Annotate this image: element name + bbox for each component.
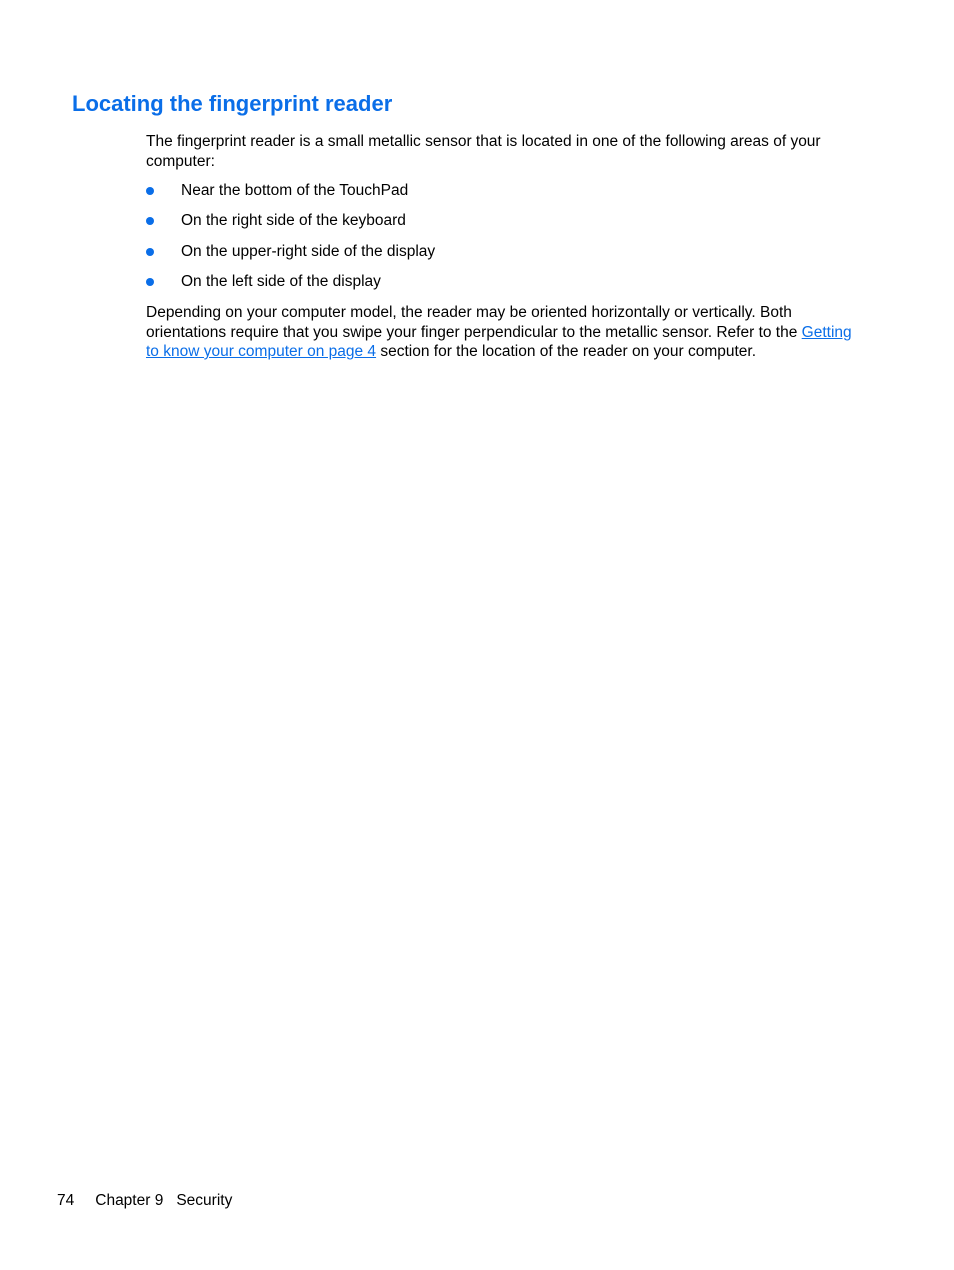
section-heading: Locating the fingerprint reader [72,91,393,116]
intro-paragraph: The fingerprint reader is a small metallic sensor that is located in one of the following areas of your computer: [146,133,821,170]
bullet-icon [146,187,154,195]
bullet-icon [146,248,154,256]
bullet-icon [146,278,154,286]
location-list [146,181,435,302]
bullet-icon [146,217,154,225]
list-item [146,242,435,272]
list-item [146,272,435,302]
list-item-text: On the left side of the display [181,272,381,290]
page-footer [57,1192,232,1210]
getting-to-know-link[interactable]: Getting to know your computer on page 4 [146,323,852,360]
list-item [146,181,435,211]
orientation-paragraph [146,303,866,362]
list-item-text: On the upper-right side of the display [181,242,436,260]
chapter-label: Chapter 9 [95,1192,164,1209]
list-item-text: On the right side of the keyboard [181,212,406,230]
list-item-text: Near the bottom of the TouchPad [181,182,409,199]
list-item [146,211,435,241]
page-number: 74 [57,1192,75,1209]
paragraph-text-before: Depending on your computer model, the reader may be oriented horizontally or vertically. Both orientations require that you swipe your finger perpendicular to the metallic sensor. Refer to the [146,304,802,341]
paragraph-text-after: section for the location of the reader on your computer. [376,343,757,360]
chapter-title: Security [176,1192,233,1209]
